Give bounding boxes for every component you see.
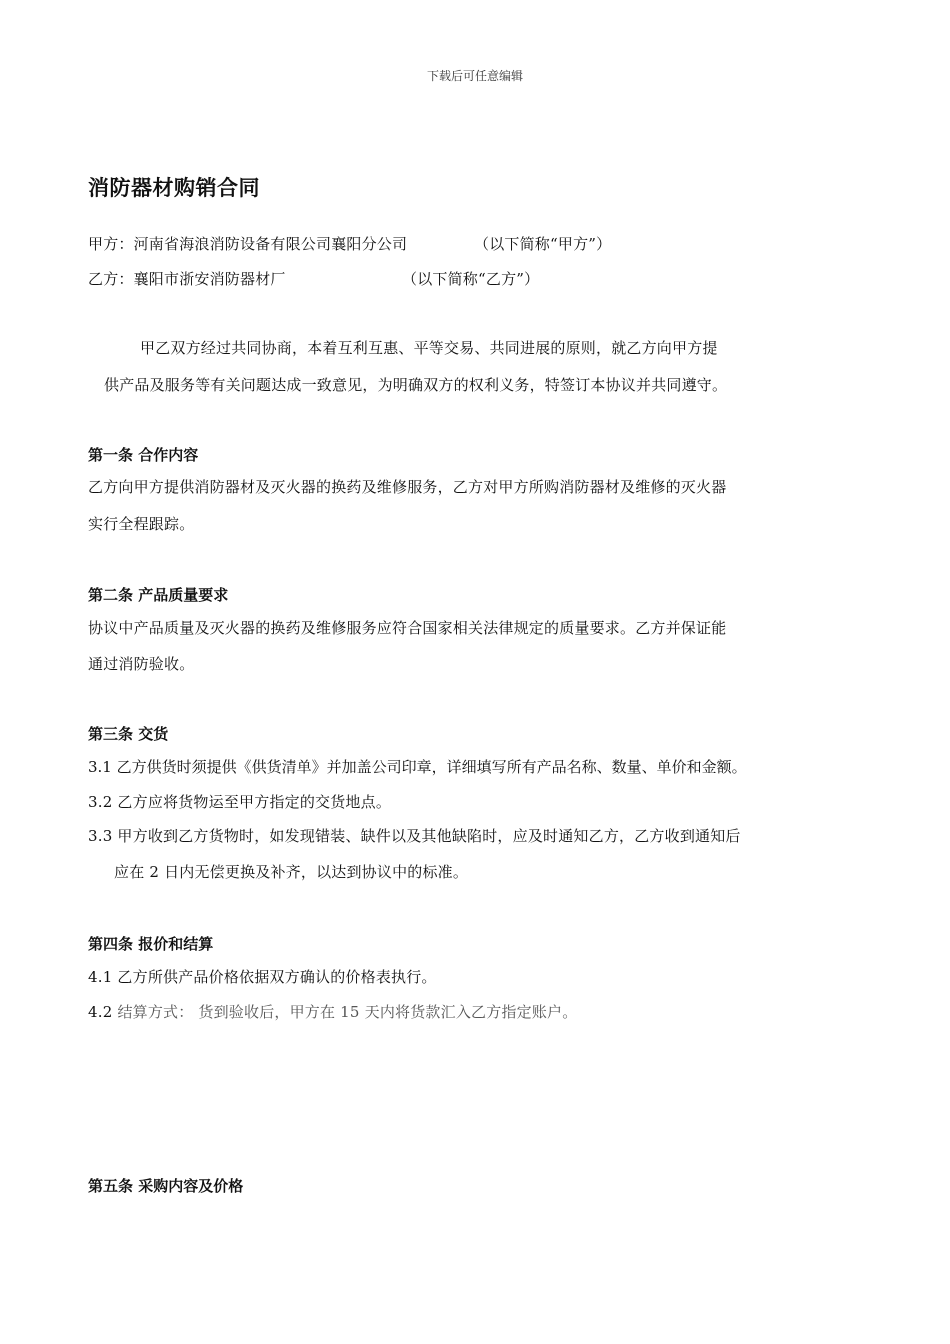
party-a-name: 甲方：河南省海浪消防设备有限公司襄阳分公司 xyxy=(88,235,408,253)
party-b-name: 乙方：襄阳市浙安消防器材厂 xyxy=(88,270,286,288)
intro-line-2: 供产品及服务等有关问题达成一致意见，为明确双方的权利义务，特签订本协议并共同遵守。 xyxy=(104,376,728,394)
intro-line-1: 甲乙双方经过共同协商，本着互利互惠、平等交易、共同进展的原则，就乙方向甲方提 xyxy=(140,339,718,357)
article-2-line-1: 协议中产品质量及灭火器的换药及维修服务应符合国家相关法律规定的质量要求。乙方并保证能 xyxy=(88,619,727,637)
article-4-item-2-text: 结算方式： 货到验收后，甲方在 15 天内将货款汇入乙方指定账户。 xyxy=(117,1003,578,1021)
document-title: 消防器材购销合同 xyxy=(88,176,260,200)
article-4-item-2-number: 4.2 xyxy=(88,1003,113,1021)
article-2-heading: 第二条 产品质量要求 xyxy=(88,586,229,604)
article-3-item-3-line-1: 3.3 甲方收到乙方货物时，如发现错装、缺件以及其他缺陷时，应及时通知乙方，乙方收到通知后 xyxy=(88,827,741,845)
article-3-item-1: 3.1 乙方供货时须提供《供货清单》并加盖公司印章，详细填写所有产品名称、数量、单价和金额。 xyxy=(88,758,747,776)
article-3-item-3-line-2: 应在 2 日内无偿更换及补齐，以达到协议中的标准。 xyxy=(114,863,469,881)
article-1-line-1: 乙方向甲方提供消防器材及灭火器的换药及维修服务，乙方对甲方所购消防器材及维修的灭火器 xyxy=(88,478,727,496)
article-1-heading: 第一条 合作内容 xyxy=(88,446,199,464)
article-3-heading: 第三条 交货 xyxy=(88,725,169,743)
party-b-alias: （以下简称“乙方”） xyxy=(402,270,540,288)
party-a-alias: （以下简称“甲方”） xyxy=(474,235,612,253)
article-4-item-2 xyxy=(88,1002,577,1022)
page-header-note: 下载后可任意编辑 xyxy=(426,69,523,83)
article-2-line-2: 通过消防验收。 xyxy=(88,655,195,673)
article-1-line-2: 实行全程跟踪。 xyxy=(88,515,195,533)
article-5-heading: 第五条 采购内容及价格 xyxy=(88,1177,244,1195)
article-4-item-1: 4.1 乙方所供产品价格依据双方确认的价格表执行。 xyxy=(88,968,437,986)
article-3-item-2: 3.2 乙方应将货物运至甲方指定的交货地点。 xyxy=(88,793,392,811)
article-4-heading: 第四条 报价和结算 xyxy=(88,935,214,953)
